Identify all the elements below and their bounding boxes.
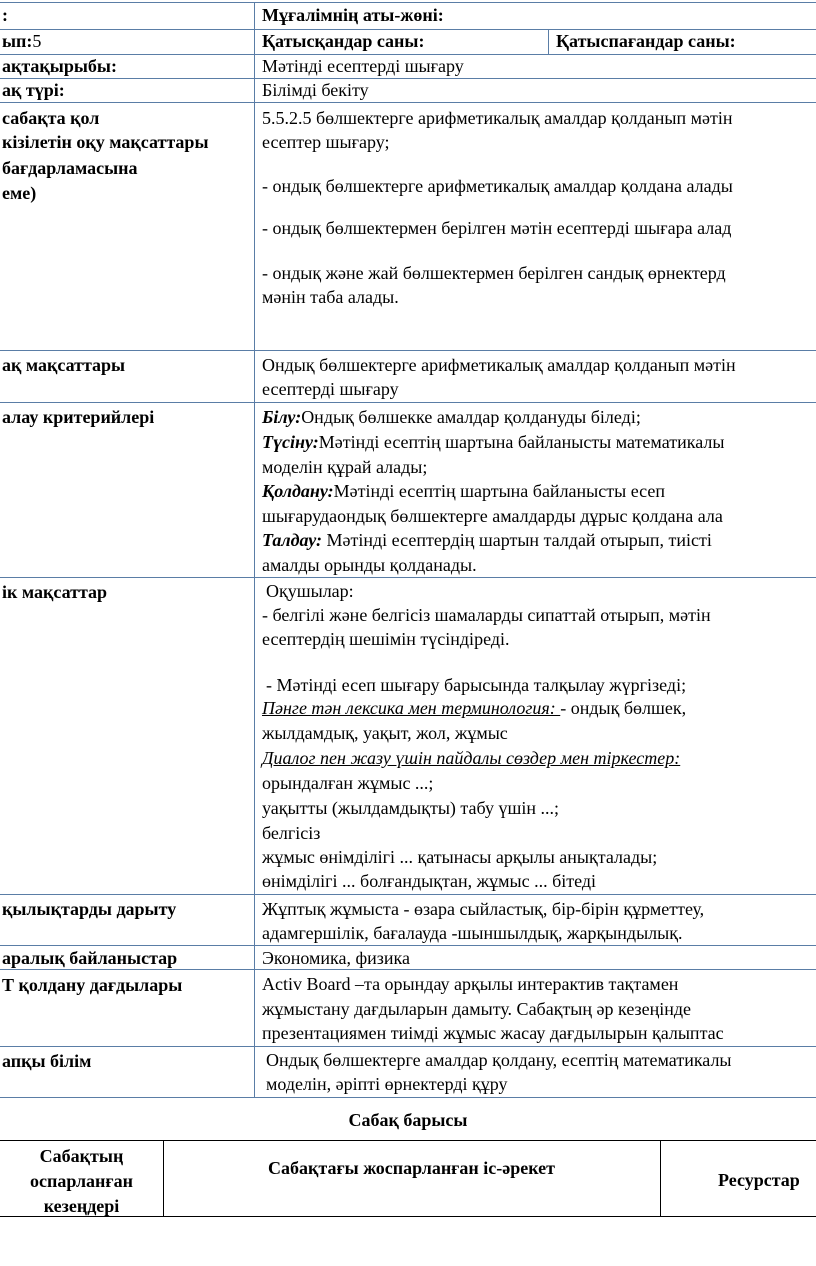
phrase-line: жұмыс өнімділігі ... қатынасы арқылы анықталады; — [262, 847, 658, 867]
vocabulary-line: жылдамдық, уақыт, жол, жұмыс — [262, 723, 508, 743]
stages-header-line: оспарланған — [30, 1171, 133, 1191]
language-goals-label: ік мақсаттар — [2, 582, 108, 602]
values-label: қылықтарды дарыту — [2, 899, 177, 919]
values-line: адамгершілік, бағалауда -шыншылдық, жарқындылық. — [262, 923, 683, 943]
bottom-table-rule — [0, 1140, 816, 1141]
criteria-line-understanding — [262, 431, 724, 454]
table-rule — [0, 945, 816, 946]
criteria-term: Қолдану: — [262, 481, 334, 501]
absent-count-label: Қатыспағандар саны: — [556, 31, 736, 51]
header-left-label: : — [2, 5, 8, 25]
criteria-text: Мәтінді есептің шартына байланысты есеп — [333, 481, 665, 501]
table-rule — [0, 350, 816, 351]
criteria-line: амалды орынды қолданады. — [262, 555, 477, 575]
ict-skills-line: жұмыстану дағдыларын дамыту. Сабақтың әр кезеңінде — [262, 999, 692, 1019]
table-rule — [0, 102, 816, 103]
values-line: Жұптық жұмыста - өзара сыйластық, бір-бірін құрметтеу, — [262, 899, 705, 919]
teacher-name-label: Мұғалімнің аты-жөні: — [262, 5, 444, 25]
resources-header: Ресурстар — [718, 1170, 800, 1190]
objectives-label-line: еме) — [2, 183, 37, 203]
cross-curricular-value: Экономика, физика — [262, 948, 410, 968]
language-line: есептердің шешімін түсіндіреді. — [262, 629, 510, 649]
prior-knowledge-line: Ондық бөлшектерге амалдар қолдану, есептің математикалы — [266, 1050, 732, 1070]
lesson-type-label: ақ түрі: — [2, 80, 65, 100]
criteria-term: Түсіну: — [262, 432, 319, 452]
criteria-line-analysis — [262, 529, 712, 552]
table-rule — [0, 402, 816, 403]
topic-label: ақтақырыбы: — [2, 56, 117, 76]
criteria-text: Мәтінді есептердің шартын талдай отырып, тиісті — [322, 530, 712, 550]
criteria-line: моделін құрай алады; — [262, 457, 428, 477]
phrase-line: орындалған жұмыс ...; — [262, 773, 434, 793]
ict-skills-line: презентациямен тиімді жұмыс жасау дағдылырын қалыптас — [262, 1023, 724, 1043]
lesson-goals-line: Ондық бөлшектерге арифметикалық амалдар қолданып мәтін — [262, 355, 736, 375]
ict-skills-label: Т қолдану дағдылары — [2, 975, 183, 995]
prior-knowledge-line: моделін, әріпті өрнектерді құру — [266, 1074, 508, 1094]
criteria-term: Талдау: — [262, 530, 323, 550]
table-column-divider — [254, 2, 255, 1098]
table-column-divider — [548, 29, 549, 55]
grade-cell — [2, 30, 41, 53]
section-title: Сабақ барысы — [348, 1110, 468, 1130]
language-line: - Мәтінді есеп шығару барысында талқылау жүргізеді; — [266, 675, 687, 695]
objectives-label-line: бағдарламасына — [2, 158, 138, 178]
present-count-label: Қатысқандар саны: — [262, 31, 425, 51]
phrase-line: уақытты (жылдамдықты) табу үшін ...; — [262, 798, 559, 818]
lesson-goals-line: есептерді шығару — [262, 379, 399, 399]
bottom-table-divider — [660, 1140, 661, 1217]
ict-skills-line: Activ Board –та орындау арқылы интерактив тақтамен — [262, 974, 679, 994]
vocabulary-title: Пәнге тән лексика мен терминология: — [262, 698, 561, 718]
objectives-label-line: кізілетін оқу мақсаттары — [2, 132, 209, 152]
table-rule-top — [0, 2, 816, 3]
topic-value: Мәтінді есептерді шығару — [262, 56, 464, 76]
objective-line: - ондық және жай бөлшектермен берілген сандық өрнектерд — [262, 263, 726, 283]
grade-value: 5 — [32, 31, 42, 51]
table-rule-bottom — [0, 1097, 816, 1098]
criteria-text: Ондық бөлшекке амалдар қолдануды біледі; — [301, 407, 641, 427]
stages-header-line: кезеңдері — [43, 1196, 120, 1216]
activities-header: Сабақтағы жоспарланған іс-әрекет — [268, 1158, 555, 1178]
criteria-line-knowledge — [262, 406, 641, 429]
objective-line: есептер шығару; — [262, 132, 390, 152]
criteria-term: Білу: — [262, 407, 302, 427]
vocabulary-text: - ондық бөлшек, — [560, 698, 687, 718]
lesson-goals-label: ақ мақсаттары — [2, 355, 126, 375]
stages-header-line: Сабақтың — [39, 1146, 124, 1166]
lesson-type-value: Білімді бекіту — [262, 80, 369, 100]
objectives-label-line: сабақта қол — [2, 108, 100, 128]
criteria-line-application — [262, 480, 665, 503]
phrase-line: өнімділігі ... болғандықтан, жұмыс ... бітеді — [262, 871, 597, 891]
language-intro: Оқушылар: — [266, 581, 354, 601]
grade-label: ып: — [2, 31, 33, 51]
cross-curricular-label: аралық байланыстар — [2, 948, 178, 968]
objective-line: мәнін таба алады. — [262, 287, 399, 307]
phrase-line: белгісіз — [262, 823, 321, 843]
table-rule — [0, 78, 816, 79]
criteria-text: Мәтінді есептің шартына байланысты математикалы — [318, 432, 725, 452]
criteria-line: шығарудаондық бөлшектерге амалдарды дұрыс қолдана ала — [262, 506, 723, 526]
objective-line: 5.5.2.5 бөлшектерге арифметикалық амалдар қолданып мәтін — [262, 108, 733, 128]
prior-knowledge-label: апқы білім — [2, 1051, 92, 1071]
criteria-label: алау критерийлері — [2, 407, 155, 427]
table-rule — [0, 1046, 816, 1047]
objective-line: - ондық бөлшектермен берілген мәтін есептерді шығара алад — [262, 218, 732, 238]
table-rule — [0, 577, 816, 578]
phrases-title: Диалог пен жазу үшін пайдалы сөздер мен тіркестер: — [262, 748, 681, 768]
language-line: - белгілі және белгісіз шамаларды сипаттай отырып, мәтін — [262, 605, 711, 625]
vocabulary-line — [262, 697, 686, 720]
table-rule — [0, 894, 816, 895]
objective-line: - ондық бөлшектерге арифметикалық амалдар қолдана алады — [262, 176, 733, 196]
